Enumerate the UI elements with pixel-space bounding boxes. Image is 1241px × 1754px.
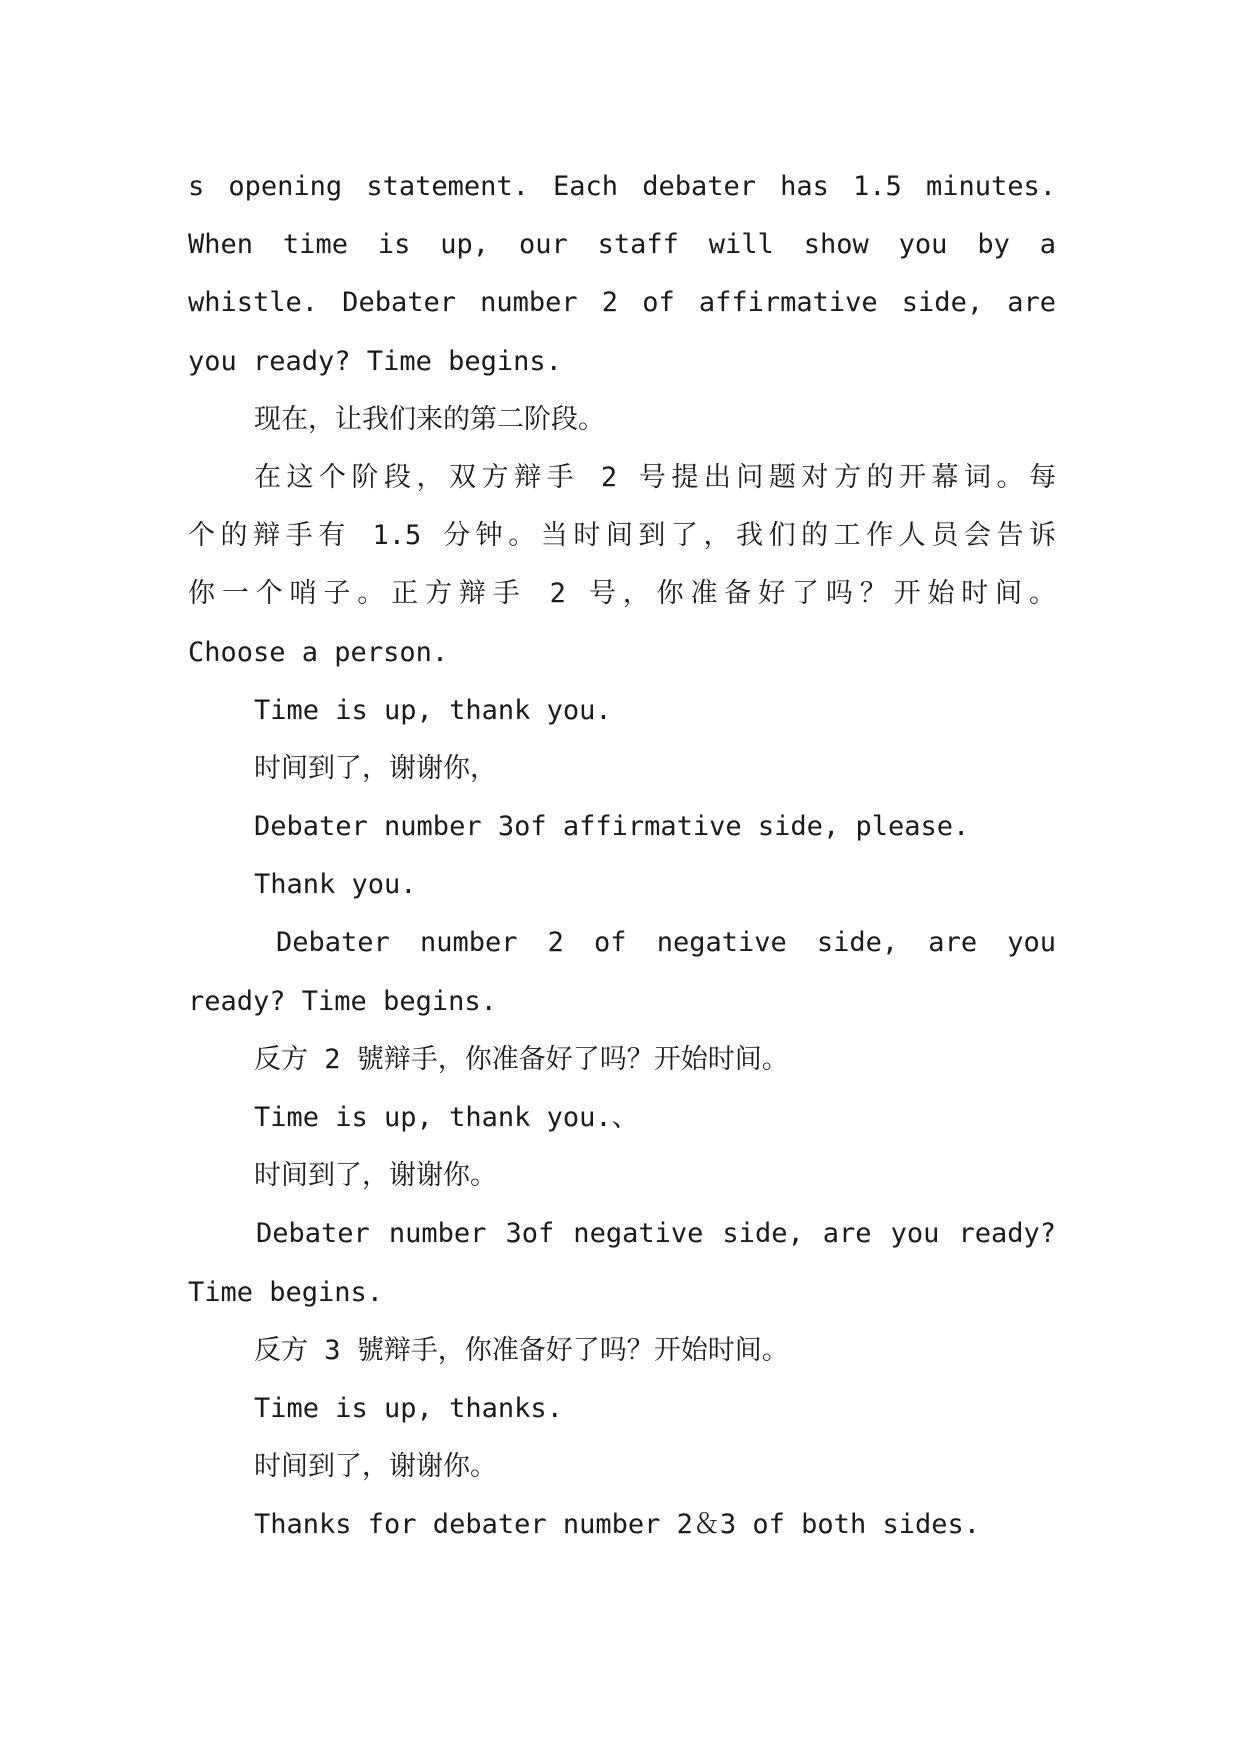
- text-line: Debater number 2 of negative side, are you: [276, 927, 1056, 959]
- text-line: 时间到了，谢谢你，: [254, 752, 497, 784]
- text-line: 反方 2 號辩手，你准备好了吗？开始时间。: [254, 1043, 789, 1075]
- text-line: When time is up, our staff will show you by a: [188, 229, 1056, 261]
- text-line: 反方 3 號辩手，你准备好了吗？开始时间。: [254, 1334, 789, 1366]
- text-line: 现在，让我们来的第二阶段。: [254, 403, 605, 435]
- document-body: [188, 158, 1056, 1555]
- text-line: Time is up, thank you.: [254, 694, 612, 726]
- text-line: you ready? Time begins.: [188, 345, 562, 377]
- text-line: 在这个阶段，双方辩手 2 号提出问题对方的开幕词。每: [254, 461, 1056, 493]
- text-line: Time is up, thanks.: [254, 1392, 563, 1424]
- text-line: Debater number 3of negative side, are you ready?: [256, 1218, 1056, 1250]
- text-line: whistle. Debater number 2 of affirmative side, are: [188, 287, 1056, 319]
- text-line: ready? Time begins.: [188, 985, 497, 1017]
- text-line: 时间到了，谢谢你。: [254, 1451, 497, 1483]
- text-line: s opening statement. Each debater has 1.5 minutes.: [188, 171, 1056, 202]
- text-line: Time begins.: [188, 1276, 384, 1308]
- text-line: Thank you.: [254, 869, 417, 901]
- text-line: Thanks for debater number 2＆3 of both sides.: [254, 1509, 980, 1541]
- text-line: Choose a person.: [188, 636, 449, 668]
- text-line: 时间到了，谢谢你。: [254, 1160, 497, 1192]
- text-line: Debater number 3of affirmative side, please.: [254, 811, 970, 843]
- text-line: 个的辩手有 1.5 分钟。当时间到了，我们的工作人员会告诉: [188, 520, 1056, 552]
- text-line: 你一个哨子。正方辩手 2 号，你准备好了吗？开始时间。: [188, 578, 1056, 610]
- text-line: Time is up, thank you.、: [254, 1102, 639, 1133]
